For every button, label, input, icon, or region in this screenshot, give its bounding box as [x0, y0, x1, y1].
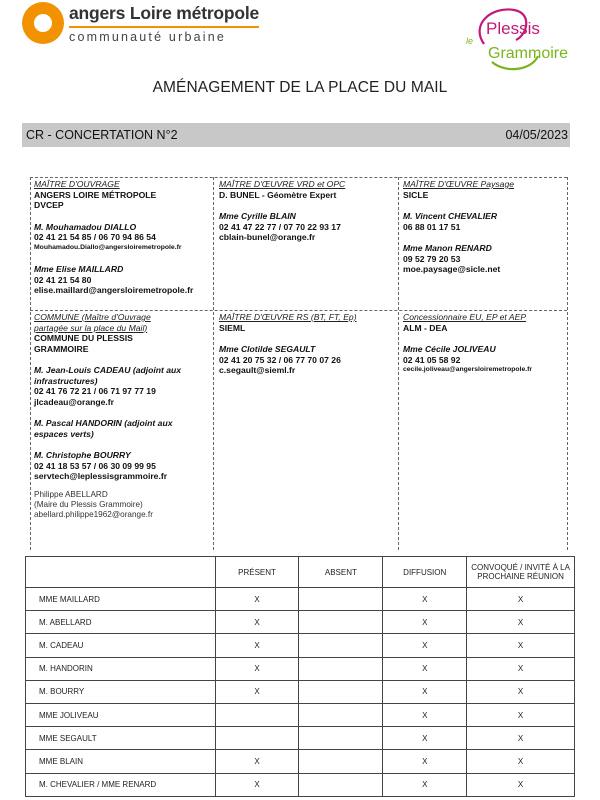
page-title: AMÉNAGEMENT DE LA PLACE DU MAIL — [152, 79, 448, 96]
diffusion-cell: X — [383, 727, 467, 750]
attendee-name: M. ABELLARD — [26, 611, 216, 634]
absent-cell — [299, 611, 383, 634]
diffusion-cell: X — [383, 588, 467, 611]
convoque-cell: X — [467, 703, 575, 726]
convoque-cell: X — [467, 588, 575, 611]
present-cell: X — [215, 634, 299, 657]
person-name: Mme Cyrille BLAIN — [219, 211, 296, 221]
convoque-cell: X — [467, 727, 575, 750]
person-phone: 02 41 21 54 80 — [34, 274, 92, 285]
person-email[interactable]: cecile.joliveau@angersloiremetropole.fr — [403, 366, 533, 373]
diffusion-cell: X — [383, 611, 467, 634]
person-email[interactable]: c.segault@sieml.fr — [219, 365, 296, 375]
table-row — [26, 750, 575, 773]
diffusion-cell: X — [383, 773, 467, 796]
org-label: SIEML — [219, 322, 246, 333]
table-row — [26, 588, 575, 611]
table-row — [26, 634, 575, 657]
org-label: ANGERS LOIRE MÉTROPOLE — [34, 189, 157, 200]
table-row — [26, 703, 575, 726]
convoque-cell: X — [467, 634, 575, 657]
plessis-grammoire-logo — [462, 4, 580, 78]
person-phone: 02 41 05 58 92 — [403, 354, 461, 365]
table-row — [26, 773, 575, 796]
attendee-name: M. CHEVALIER / MME RENARD — [26, 773, 216, 796]
cell-maitre-ouvrage — [34, 179, 212, 296]
grid-line — [567, 177, 568, 550]
absent-cell — [299, 634, 383, 657]
person-name: espaces verts) — [34, 428, 94, 439]
grid-line — [213, 177, 214, 550]
diffusion-cell: X — [383, 657, 467, 680]
person-phone: 09 52 79 20 53 — [403, 253, 461, 264]
person-phone: 02 41 20 75 32 / 06 77 70 07 26 — [219, 354, 341, 365]
present-cell: X — [215, 750, 299, 773]
logo-divider — [69, 26, 259, 28]
attendance-table — [25, 556, 575, 797]
convoque-cell: X — [467, 680, 575, 703]
org-label: SICLE — [403, 189, 429, 200]
report-bar — [22, 123, 570, 147]
grid-line — [30, 177, 567, 178]
absent-cell — [299, 773, 383, 796]
cell-moe-paysage — [403, 179, 565, 275]
absent-cell — [299, 727, 383, 750]
person-title: (Maire du Plessis Grammoire) — [34, 499, 143, 509]
absent-cell — [299, 657, 383, 680]
person-name: M. Christophe BOURRY — [34, 450, 131, 460]
attendee-name: MME JOLIVEAU — [26, 703, 216, 726]
participants-grid — [30, 177, 568, 550]
org-name: angers Loire métropole — [69, 3, 260, 23]
attendee-name: MME BLAIN — [26, 750, 216, 773]
person-name: Philippe ABELLARD — [34, 489, 108, 499]
convoque-cell: X — [467, 657, 575, 680]
role-label: MAÎTRE D'ŒUVRE RS (BT, FT, Ep) — [219, 312, 357, 322]
attendee-name: M. HANDORIN — [26, 657, 216, 680]
org-label: ALM - DEA — [403, 322, 448, 333]
person-name: Mme Elise MAILLARD — [34, 264, 124, 274]
person-name: M. Pascal HANDORIN (adjoint aux — [34, 418, 173, 428]
convoque-cell: X — [467, 773, 575, 796]
cell-moe-vrd — [219, 179, 397, 243]
attendee-name: MME MAILLARD — [26, 588, 216, 611]
diffusion-cell: X — [383, 680, 467, 703]
absent-cell — [299, 588, 383, 611]
person-name: Mme Cécile JOLIVEAU — [403, 344, 496, 354]
person-email[interactable]: cblain-bunel@orange.fr — [219, 232, 316, 242]
report-label: CR - CONCERTATION N°2 — [26, 128, 178, 142]
convoque-cell: X — [467, 611, 575, 634]
attendee-name: MME SEGAULT — [26, 727, 216, 750]
absent-cell — [299, 703, 383, 726]
diffusion-cell: X — [383, 634, 467, 657]
org-label: COMMUNE DU PLESSIS — [34, 333, 133, 343]
column-header: CONVOQUÉ / INVITÉ À LA PROCHAINE RÉUNION — [467, 557, 575, 588]
diffusion-cell: X — [383, 750, 467, 773]
absent-cell — [299, 750, 383, 773]
table-row — [26, 727, 575, 750]
person-phone: 02 41 47 22 77 / 07 70 22 93 17 — [219, 221, 341, 232]
cell-commune — [34, 312, 212, 520]
person-phone: 02 41 21 54 85 / 06 70 94 86 54 — [34, 232, 156, 242]
role-label: Concessionnaire EU, EP et AEP — [403, 312, 527, 322]
person-phone: 06 88 01 17 51 — [403, 221, 461, 232]
person-name: M. Mouhamadou DIALLO — [34, 221, 137, 232]
person-name: Mme Manon RENARD — [403, 243, 492, 253]
person-email[interactable]: servtech@leplessisgrammoire.fr — [34, 471, 168, 481]
present-cell — [215, 703, 299, 726]
attendee-name: M. BOURRY — [26, 680, 216, 703]
logo-prefix: le — [466, 36, 474, 46]
present-cell — [215, 727, 299, 750]
person-phone: 02 41 76 72 21 / 06 71 97 77 19 — [34, 386, 156, 396]
logo-word-grammoire: Grammoire — [488, 45, 569, 62]
table-row — [26, 611, 575, 634]
present-cell: X — [215, 680, 299, 703]
grid-line — [398, 177, 399, 550]
attendee-name: M. CADEAU — [26, 634, 216, 657]
cell-moe-rs — [219, 312, 397, 376]
person-name: infrastructures) — [34, 375, 98, 386]
present-cell: X — [215, 773, 299, 796]
diffusion-cell: X — [383, 703, 467, 726]
column-header — [26, 557, 216, 588]
org-subtitle: communauté urbaine — [69, 30, 227, 44]
org-label: DVCEP — [34, 200, 64, 210]
role-label: MAÎTRE D'ŒUVRE Paysage — [403, 179, 515, 189]
grid-line — [30, 310, 567, 311]
person-email[interactable]: jlcadeau@orange.fr — [34, 396, 115, 407]
person-name: Mme Clotilde SEGAULT — [219, 344, 316, 354]
angers-loire-metropole-logo — [22, 2, 292, 50]
role-label: COMMUNE (Maître d'Ouvrage — [34, 312, 151, 322]
convoque-cell: X — [467, 750, 575, 773]
column-header: ABSENT — [299, 557, 383, 588]
table-header-row — [26, 557, 575, 588]
person-name: M. Jean-Louis CADEAU (adjoint aux — [34, 365, 182, 375]
person-phone: 02 41 18 53 57 / 06 30 09 99 95 — [34, 460, 156, 471]
column-header: DIFFUSION — [383, 557, 467, 588]
role-label: partagée sur la place du Mail) — [34, 322, 148, 333]
logo-word-plessis: Plessis — [486, 19, 540, 38]
table-row — [26, 657, 575, 680]
org-label: GRAMMOIRE — [34, 343, 89, 354]
person-email[interactable]: abellard.philippe1962@orange.fr — [34, 509, 153, 519]
cell-concessionnaire — [403, 312, 565, 376]
present-cell: X — [215, 657, 299, 680]
person-name: M. Vincent CHEVALIER — [403, 211, 498, 221]
present-cell: X — [215, 588, 299, 611]
present-cell: X — [215, 611, 299, 634]
org-label: D. BUNEL - Géomètre Expert — [219, 189, 337, 200]
alm-circle-icon — [22, 2, 64, 44]
grid-line — [30, 177, 31, 550]
absent-cell — [299, 680, 383, 703]
person-email[interactable]: elise.maillard@angersloiremetropole.fr — [34, 285, 194, 295]
role-label: MAÎTRE D'ŒUVRE VRD et OPC — [219, 179, 346, 189]
role-label: MAÎTRE D'OUVRAGE — [34, 179, 120, 189]
table-row — [26, 680, 575, 703]
person-email[interactable]: moe.paysage@sicle.net — [403, 264, 501, 274]
column-header: PRÉSENT — [215, 557, 299, 588]
person-email[interactable]: Mouhamadou.Diallo@angersloiremetropole.fr — [34, 243, 182, 251]
report-date: 04/05/2023 — [505, 128, 568, 142]
